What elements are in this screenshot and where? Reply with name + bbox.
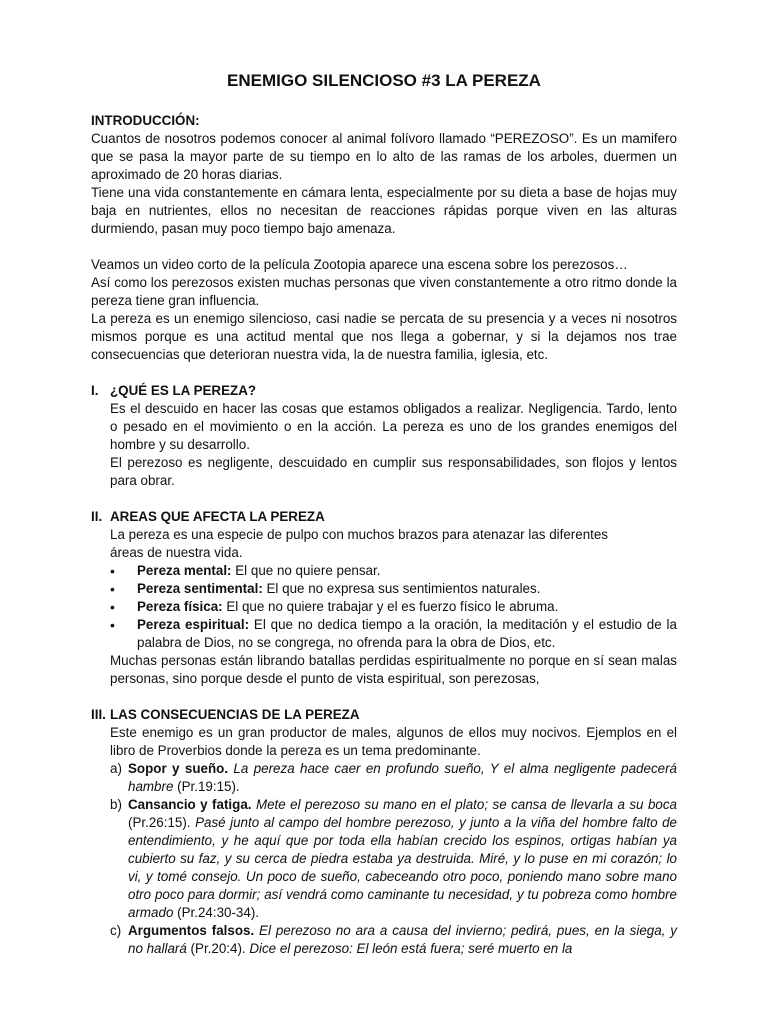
list-item [110, 598, 677, 616]
scripture-quote: Mete el perezoso su mano en el plato; se cansa de llevarla a su boca [251, 797, 677, 812]
list-item-term: Pereza sentimental: [137, 581, 263, 596]
scripture-quote: El perezoso no ara a causa del invierno; pedirá, pues, en la siega, y no hallará [128, 923, 677, 956]
intro-paragraph-3: Veamos un video corto de la película Zootopia aparece una escena sobre los perezosos… [91, 257, 628, 272]
section-2-closing: Muchas personas están librando batallas perdidas espiritualmente no porque en sí sean malas personas, sino porque desde el punto de vista espiritual, son perezosas, [110, 653, 677, 686]
scripture-quote: Dice el perezoso: El león está fuera; seré muerto en la [249, 941, 573, 956]
bullet-icon: • [110, 581, 115, 597]
scripture-quote: Pasé junto al campo del hombre perezoso, y junto a la viña del hombre falto de entendimiento, y he aquí que por toda ella habían crecido los espinos, ortigas habían ya cubierto su faz, y su cerca de piedra estaba ya destruida. Miré, y lo puse en mi corazón; lo vi, y tomé consejo. Un poco de sueño, cabeceando otro poco, poniendo mano sobre mano otro poco para dormir; así vendrá como caminante tu necesidad, y tu pobreza como hombre armado [128, 815, 677, 920]
list-item-label: c) [110, 923, 122, 938]
list-item-label: b) [110, 797, 122, 812]
list-item-term: Pereza física: [137, 599, 223, 614]
section-1-heading [91, 382, 677, 400]
intro-paragraph-5: La pereza es un enemigo silencioso, casi nadie se percata de su presencia y a veces ni nosotros mismos porque es una actitud mental que nos llega a gobernar, y si la dejamos nos trae consecuencias que deterioran nuestra vida, la de nuestra familia, iglesia, etc. [91, 311, 677, 362]
bullet-icon: • [110, 617, 115, 633]
section-1-title: ¿QUÉ ES LA PEREZA? [110, 383, 257, 398]
list-item-term: Cansancio y fatiga. [128, 797, 252, 812]
section-1-number: I. [91, 383, 99, 398]
list-item-term: Sopor y sueño. [128, 761, 229, 776]
list-item [110, 616, 677, 652]
scripture-quote: La pereza hace caer en profundo sueño, Y el alma negligente padecerá hambre [128, 761, 677, 794]
scripture-reference: (Pr.24:30-34). [173, 905, 259, 920]
section-3 [91, 706, 677, 958]
list-item [110, 922, 677, 958]
list-item-text: El que no quiere trabajar y el es fuerzo físico le abruma. [222, 599, 559, 614]
list-item-term: Pereza mental: [137, 563, 232, 578]
consequences-list [91, 760, 677, 958]
list-item [110, 760, 677, 796]
section-2-number: II. [91, 509, 103, 524]
scripture-reference: (Pr.26:15). [128, 815, 196, 830]
section-3-intro: Este enemigo es un gran productor de males, algunos de ellos muy nocivos. Ejemplos en el libro de Proverbios donde la pereza es un tema predominante. [110, 725, 677, 758]
list-item [110, 580, 677, 598]
section-2 [91, 508, 677, 688]
intro-paragraph-4: Así como los perezosos existen muchas personas que viven constantemente a otro ritmo donde la pereza tiene gran influencia. [91, 275, 677, 308]
scripture-reference: (Pr.19:15). [173, 779, 240, 794]
scripture-reference: (Pr.20:4). [186, 941, 250, 956]
section-2-intro-line-1: La pereza es una especie de pulpo con muchos brazos para atenazar las diferentes [110, 527, 609, 542]
section-2-title: AREAS QUE AFECTA LA PEREZA [110, 509, 325, 524]
bullet-icon: • [110, 563, 115, 579]
section-3-number: III. [91, 707, 106, 722]
introduction-heading: INTRODUCCIÓN: [91, 113, 200, 128]
section-2-intro-line-2: áreas de nuestra vida. [110, 545, 243, 560]
list-item [110, 796, 677, 922]
page-title: ENEMIGO SILENCIOSO #3 LA PEREZA [227, 71, 541, 90]
list-item-term: Pereza espiritual: [137, 617, 250, 632]
section-1-paragraph-1: Es el descuido en hacer las cosas que estamos obligados a realizar. Negligencia. Tardo, lento o pesado en el movimiento o en la acción. La pereza es uno de los grandes enemigos del hombre y su desarrollo. [110, 401, 677, 452]
section-3-heading [91, 706, 677, 724]
bullet-icon: • [110, 599, 115, 615]
list-item-label: a) [110, 761, 122, 776]
list-item-text: El que no dedica tiempo a la oración, la meditación y el estudio de la palabra de Dios, no se congrega, no ofrenda para la obra de Dios, etc. [137, 617, 677, 650]
list-item-text: El que no quiere pensar. [231, 563, 381, 578]
introduction-section [91, 112, 677, 364]
list-item [110, 562, 677, 580]
section-1 [91, 382, 677, 490]
intro-paragraph-1: Cuantos de nosotros podemos conocer al animal folívoro llamado “PEREZOSO”. Es un mamifero que se pasa la mayor parte de su tiempo en lo alto de las ramas de los arboles, duermen un aproximado de 20 horas diarias. [91, 131, 677, 182]
list-item-text: El que no expresa sus sentimientos naturales. [262, 581, 541, 596]
section-2-heading [91, 508, 677, 526]
laziness-areas-list [91, 562, 677, 652]
list-item-term: Argumentos falsos. [128, 923, 255, 938]
intro-paragraph-2: Tiene una vida constantemente en cámara lenta, especialmente por su dieta a base de hojas muy baja en nutrientes, ellos no necesitan de reacciones rápidas porque viven en las alturas durmiendo, pasan muy poco tiempo bajo amenaza. [91, 185, 677, 236]
section-1-paragraph-2: El perezoso es negligente, descuidado en cumplir sus responsabilidades, son flojos y lentos para obrar. [110, 455, 677, 488]
section-3-title: LAS CONSECUENCIAS DE LA PEREZA [110, 707, 360, 722]
